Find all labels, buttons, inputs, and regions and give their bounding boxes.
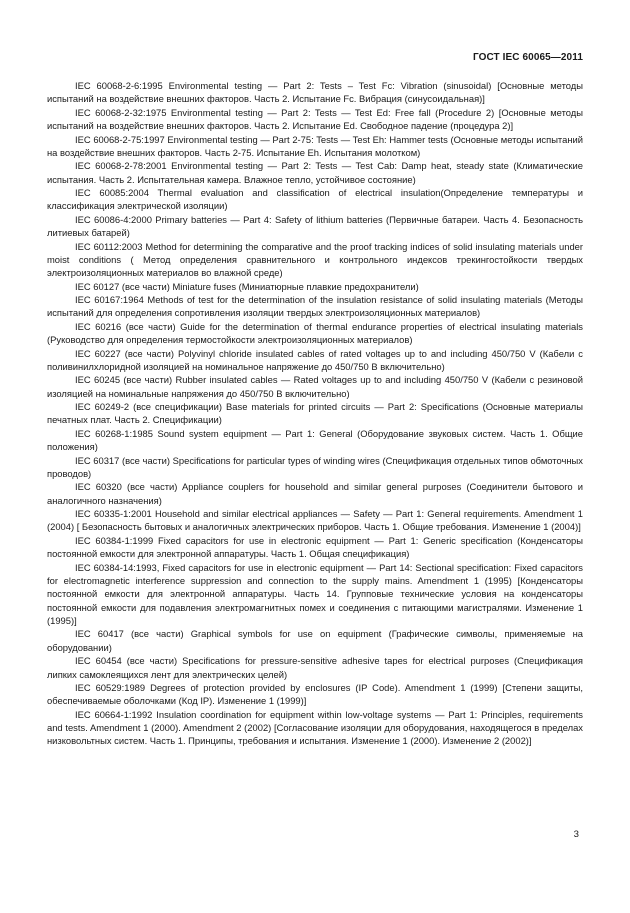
reference-entry: IEC 60335-1:2001 Household and similar electrical appliances — Safety — Part 1: General requirements. Amendment 1 (2004) [ Безопасность бытовых и аналогичных электрических приборов. Часть 1. Общие требования. Изменение 1 (2004)] [47,508,583,533]
reference-entry: IEC 60664-1:1992 Insulation coordination for equipment within low-voltage systems — Part 1: Principles, requirements and tests. Amendment 1 (2000). Amendment 2 (2002) [Согласование изоляции для оборудования, находящегося в пределах низковольтных систем. Часть 1. Принципы, требования и испытания. Изменение 1 (2000). Изменение 2 (2002)] [47,708,583,747]
reference-entry: IEC 60068-2-32:1975 Environmental testing — Part 2: Tests — Test Ed: Free fall (Procedure 2) [Основные методы испытаний на воздействие внешних факторов. Часть 2. Испытание Ed. Свободное падение (процедура 2)] [47,106,583,132]
standard-designation: ГОСТ IEC 60065—2011 [472,52,583,63]
page-number: 3 [573,829,579,840]
reference-entry: IEC 60227 (все части) Polyvinyl chloride insulated cables of rated voltages up to and including 450/750 V (Кабели с поливинилхлоридной изоляцией на номинальное напряжение до 450/750 В включительно) [47,347,583,372]
normative-references-list [47,79,583,748]
reference-entry: IEC 60085:2004 Thermal evaluation and classification of electrical insulation(Определение температуры и классификация электрической изоляции) [47,187,583,212]
reference-entry: IEC 60112:2003 Method for determining the comparative and the proof tracking indices of solid insulating materials under moist conditions ( Метод определения сравнительного и контрольного индексов трекингостойкости твердых электроизоляционных материалов во влажной среде) [47,240,583,279]
reference-entry: IEC 60384-1:1999 Fixed capacitors for use in electronic equipment — Part 1: Generic specification (Конденсаторы постоянной емкости для электронной аппаратуры. Часть 1. Общая спецификация) [47,534,583,560]
reference-entry: IEC 60320 (все части) Appliance couplers for household and similar general purposes (Соединители бытового и аналогичного назначения) [47,481,583,506]
reference-entry: IEC 60384-14:1993, Fixed capacitors for use in electronic equipment — Part 14: Sectional specification: Fixed capacitors for electromagnetic interference suppression and connection to the supply mains. Amendment 1 (1995) [Конденсаторы постоянной емкости для электронной аппаратуры. Часть 14. Групповые технические условия на конденсаторы постоянной емкости для подавления электромагнитных помех и соединения с питающими магистралями. Изменение 1 (1995)] [47,561,583,626]
reference-entry: IEC 60268-1:1985 Sound system equipment — Part 1: General (Оборудование звуковых систем. Часть 1. Общие положения) [47,427,583,453]
reference-entry: IEC 60454 (все части) Specifications for pressure-sensitive adhesive tapes for electrical purposes (Спецификация липких самоклеящихся лент для электрических целей) [47,655,583,680]
reference-entry: IEC 60216 (все части) Guide for the determination of thermal endurance properties of electrical insulating materials (Руководство для определения термостойкости электроизоляционных материалов) [47,320,583,346]
reference-entry: IEC 60167:1964 Methods of test for the determination of the insulation resistance of solid insulating materials (Методы испытаний для определения сопротивления изоляции твердых электроизоляционных материалов) [47,294,583,319]
reference-entry: IEC 60127 (все части) Miniature fuses (Миниатюрные плавкие предохранители) [75,280,419,292]
reference-entry: IEC 60249-2 (все спецификации) Base materials for printed circuits — Part 2: Specifications (Основные материалы печатных плат. Часть 2. Спецификации) [47,401,583,426]
reference-entry: IEC 60068-2-6:1995 Environmental testing — Part 2: Tests – Test Fc: Vibration (sinusoidal) [Основные методы испытаний на воздействие внешних факторов. Часть 2. Испытание Fc. Вибрация (синусоидальная)] [47,80,583,105]
reference-entry: IEC 60417 (все части) Graphical symbols for use on equipment (Графические символы, применяемые на оборудовании) [47,628,583,653]
reference-entry: IEC 60317 (все части) Specifications for particular types of winding wires (Спецификация отдельных типов обмоточных проводов) [47,454,583,479]
reference-entry: IEC 60086-4:2000 Primary batteries — Part 4: Safety of lithium batteries (Первичные батареи. Часть 4. Безопасность литиевых батарей) [47,213,583,239]
reference-entry: IEC 60529:1989 Degrees of protection provided by enclosures (IP Code). Amendment 1 (1999) [Степени защиты, обеспечиваемые оболочками (Код IP). Изменение 1 (1999)] [47,681,583,707]
reference-entry: IEC 60068-2-75:1997 Environmental testing — Part 2-75: Tests — Test Eh: Hammer tests (Основные методы испытаний на воздействие внешних факторов. Часть 2-75. Испытание Eh. Испытания молотком) [47,133,583,158]
reference-entry: IEC 60245 (все части) Rubber insulated cables — Rated voltages up to and including 450/750 V (Кабели с резиновой изоляцией на номинальные напряжения до 450/750 В включительно) [47,374,583,399]
reference-entry: IEC 60068-2-78:2001 Environmental testing — Part 2: Tests — Test Cab: Damp heat, steady state (Климатические испытания. Часть 2. Испытательная камера. Влажное тепло, устойчивое состояние) [47,160,583,185]
